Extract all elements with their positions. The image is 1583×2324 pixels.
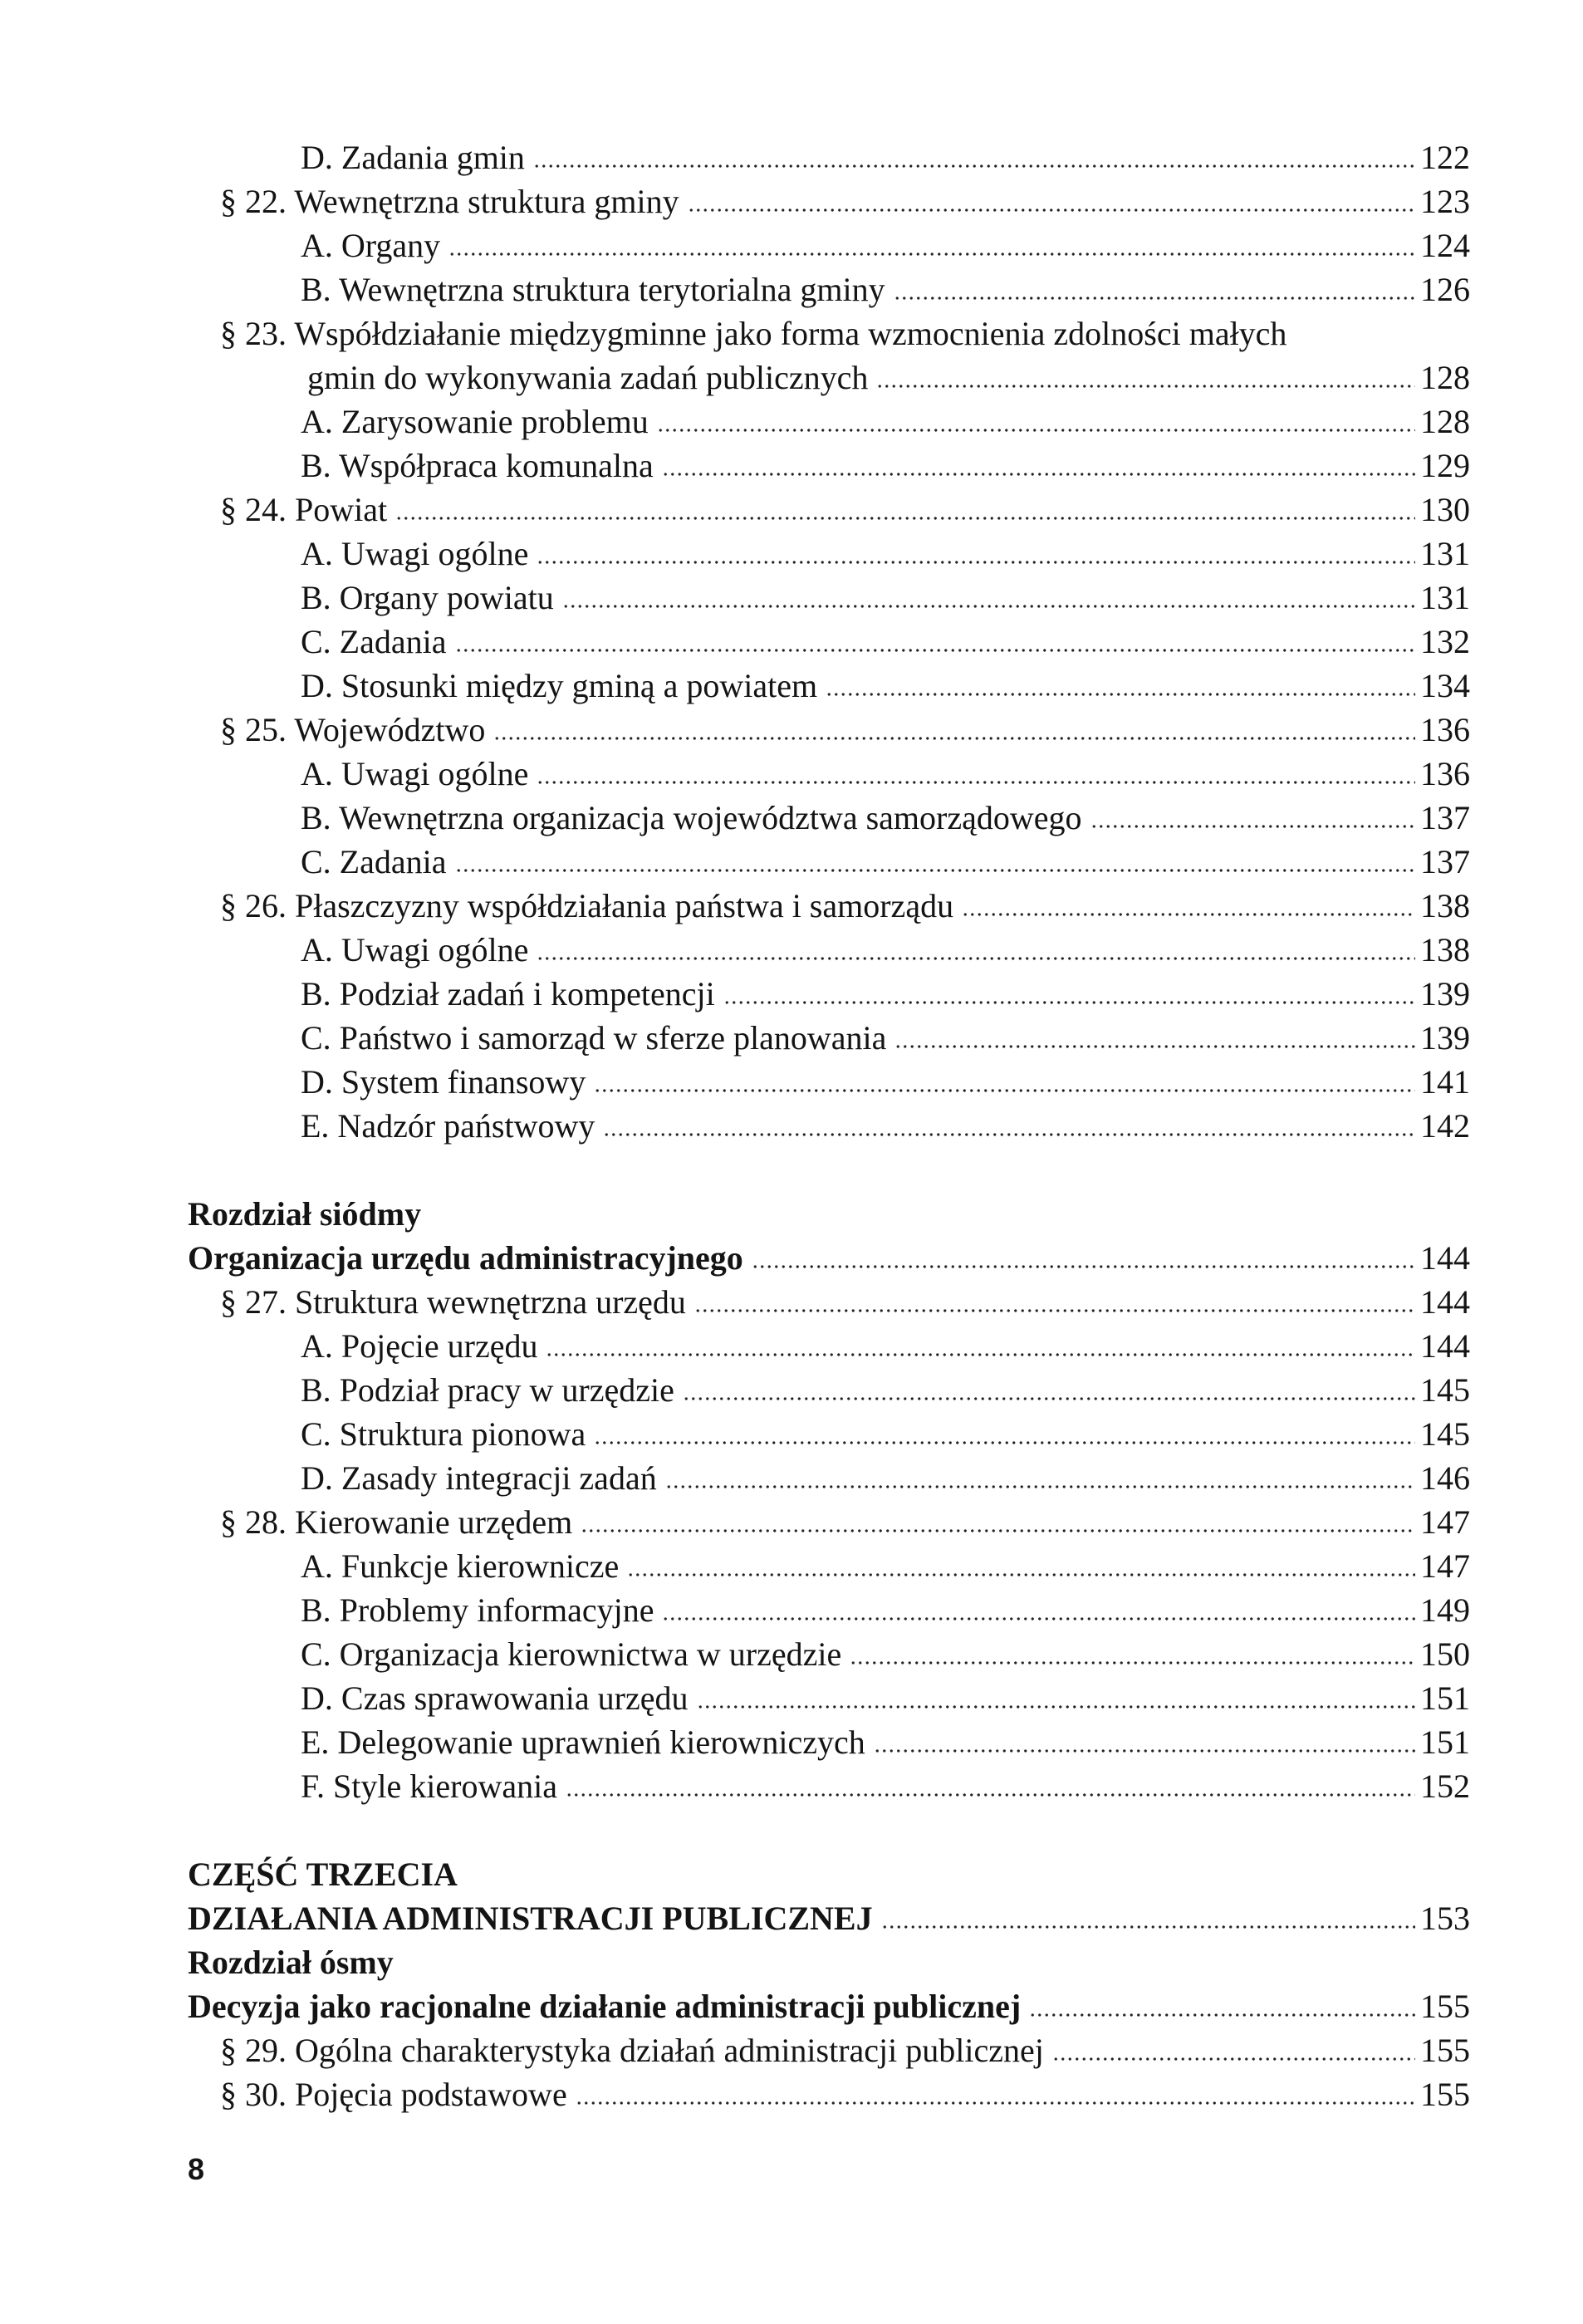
toc-entry-title: A. Uwagi ogólne: [301, 931, 529, 968]
dot-leader: [874, 1748, 1415, 1753]
toc-entry-page: 144: [1420, 1327, 1470, 1365]
toc-entry-title: DZIAŁANIA ADMINISTRACJI PUBLICZNEJ: [188, 1900, 873, 1937]
toc-entry: [0, 400, 1470, 444]
toc-entry: [0, 311, 1470, 355]
toc-entry: [0, 620, 1470, 664]
toc-entry: [0, 884, 1470, 928]
toc-entry-title: A. Uwagi ogólne: [301, 535, 529, 572]
toc-entry-page: 150: [1420, 1635, 1470, 1673]
dot-leader: [594, 1088, 1415, 1093]
toc-entry-title: Rozdział ósmy: [188, 1944, 394, 1981]
toc-entry-page: 128: [1420, 403, 1470, 440]
toc-entry-page: 138: [1420, 887, 1470, 924]
toc-entry-title: B. Problemy informacyjne: [301, 1591, 654, 1629]
toc-entry: [0, 1016, 1470, 1060]
toc-entry-page: 151: [1420, 1679, 1470, 1717]
toc-entry-title: § 29. Ogólna charakterystyka działań administracji publicznej: [220, 2032, 1044, 2069]
dot-leader: [493, 736, 1415, 741]
toc-entry-title: § 23. Współdziałanie międzygminne jako forma wzmocnienia zdolności małych: [220, 315, 1287, 352]
toc-entry-page: 131: [1420, 535, 1470, 572]
toc-heading: [0, 1236, 1470, 1280]
toc-entry: [0, 267, 1470, 311]
toc-entry-page: 147: [1420, 1503, 1470, 1541]
toc-entry: [0, 1324, 1470, 1368]
toc-heading: [0, 1852, 1470, 1896]
dot-leader: [537, 780, 1415, 785]
dot-leader: [594, 1440, 1415, 1445]
toc-entry-title: CZĘŚĆ TRZECIA: [188, 1856, 458, 1893]
toc-entry-title: gmin do wykonywania zadań publicznych: [307, 359, 869, 396]
toc-entry-title: § 22. Wewnętrzna struktura gminy: [220, 183, 679, 220]
toc-entry: [0, 444, 1470, 488]
toc-entry: [0, 2028, 1470, 2072]
toc-entry: [0, 223, 1470, 267]
dot-leader: [694, 1308, 1415, 1313]
dot-leader: [581, 1528, 1415, 1533]
dot-leader: [576, 2101, 1415, 2106]
dot-leader: [665, 1484, 1415, 1489]
toc-entry-title: § 30. Pojęcia podstawowe: [220, 2076, 567, 2113]
toc-entry-title: Rozdział siódmy: [188, 1195, 422, 1233]
toc-entry: [0, 1412, 1470, 1456]
toc-entry-title: § 28. Kierowanie urzędem: [220, 1503, 573, 1541]
toc-entry-page: 131: [1420, 579, 1470, 616]
toc-entry: [0, 488, 1470, 532]
toc-entry: [0, 135, 1470, 179]
toc-entry-title: E. Nadzór państwowy: [301, 1107, 595, 1145]
toc-entry-title: § 26. Płaszczyzny współdziałania państwa i samorządu: [220, 887, 954, 924]
toc-entry-page: 139: [1420, 1019, 1470, 1057]
toc-entry: [0, 532, 1470, 576]
dot-leader: [881, 1924, 1415, 1929]
toc-entry: [0, 1720, 1470, 1764]
dot-leader: [662, 1616, 1415, 1621]
dot-leader: [627, 1572, 1415, 1577]
dot-leader: [826, 692, 1415, 697]
toc-entry: [0, 179, 1470, 223]
toc-entry-page: 151: [1420, 1723, 1470, 1761]
toc-entry-title: § 27. Struktura wewnętrzna urzędu: [220, 1283, 686, 1321]
toc-entry-title: Decyzja jako racjonalne działanie administracji publicznej: [188, 1988, 1022, 2025]
toc-entry-page: 145: [1420, 1371, 1470, 1409]
dot-leader: [455, 868, 1416, 873]
toc-entry-title: D. Stosunki między gminą a powiatem: [301, 667, 818, 704]
table-of-contents: [0, 135, 1470, 2116]
toc-entry-title: A. Pojęcie urzędu: [301, 1327, 538, 1365]
dot-leader: [1090, 824, 1416, 829]
toc-entry-page: 139: [1420, 975, 1470, 1012]
dot-leader: [537, 956, 1415, 961]
toc-entry-title: D. Zadania gmin: [301, 139, 525, 176]
toc-entry: [0, 1632, 1470, 1676]
dot-leader: [683, 1396, 1415, 1401]
toc-entry: [0, 752, 1470, 796]
toc-entry-page: 137: [1420, 843, 1470, 880]
toc-entry-page: 141: [1420, 1063, 1470, 1101]
toc-entry-page: 123: [1420, 183, 1470, 220]
toc-entry-page: 122: [1420, 139, 1470, 176]
toc-entry: [0, 840, 1470, 884]
toc-entry-title: F. Style kierowania: [301, 1768, 557, 1805]
toc-entry: [0, 664, 1470, 708]
dot-leader: [395, 516, 1415, 521]
toc-entry-title: Organizacja urzędu administracyjnego: [188, 1239, 743, 1277]
toc-entry-title: A. Zarysowanie problemu: [301, 403, 649, 440]
toc-heading: [0, 1984, 1470, 2028]
dot-leader: [697, 1704, 1415, 1709]
toc-entry-page: 155: [1420, 1988, 1470, 2025]
toc-entry-title: E. Delegowanie uprawnień kierowniczych: [301, 1723, 865, 1761]
toc-entry-title: B. Organy powiatu: [301, 579, 554, 616]
dot-leader: [894, 296, 1415, 301]
toc-entry-title: § 25. Województwo: [220, 711, 486, 748]
toc-entry-page: 132: [1420, 623, 1470, 660]
toc-entry-title: A. Organy: [301, 227, 441, 264]
dot-leader: [448, 252, 1415, 257]
toc-entry-page: 128: [1420, 359, 1470, 396]
toc-entry-page: 126: [1420, 271, 1470, 308]
toc-entry-page: 129: [1420, 447, 1470, 484]
toc-entry: [0, 796, 1470, 840]
toc-entry-page: 124: [1420, 227, 1470, 264]
toc-entry-page: 146: [1420, 1459, 1470, 1497]
dot-leader: [566, 1792, 1415, 1797]
toc-entry-title: A. Funkcje kierownicze: [301, 1547, 620, 1585]
toc-entry-page: 137: [1420, 799, 1470, 836]
dot-leader: [562, 604, 1415, 609]
toc-entry: [0, 355, 1470, 400]
toc-entry-title: A. Uwagi ogólne: [301, 755, 529, 792]
dot-leader: [455, 648, 1416, 653]
toc-entry-page: 155: [1420, 2076, 1470, 2113]
toc-heading: [0, 1896, 1470, 1940]
toc-entry-title: B. Współpraca komunalna: [301, 447, 654, 484]
toc-entry: [0, 1456, 1470, 1500]
dot-leader: [850, 1660, 1415, 1665]
dot-leader: [537, 560, 1415, 565]
toc-entry: [0, 1500, 1470, 1544]
spacer: [0, 1808, 1470, 1852]
toc-entry: [0, 576, 1470, 620]
toc-entry-title: C. Struktura pionowa: [301, 1415, 586, 1453]
dot-leader: [688, 208, 1415, 213]
dot-leader: [723, 1000, 1415, 1005]
toc-entry: [0, 1104, 1470, 1148]
toc-heading: [0, 1192, 1470, 1236]
toc-entry-page: 153: [1420, 1900, 1470, 1937]
toc-entry-page: 138: [1420, 931, 1470, 968]
toc-entry-page: 136: [1420, 711, 1470, 748]
toc-entry-title: B. Podział zadań i kompetencji: [301, 975, 715, 1012]
dot-leader: [752, 1264, 1415, 1269]
toc-entry: [0, 1588, 1470, 1632]
toc-entry-title: C. Zadania: [301, 623, 447, 660]
dot-leader: [603, 1132, 1415, 1137]
dot-leader: [876, 384, 1415, 389]
toc-entry: [0, 1676, 1470, 1720]
toc-entry-page: 144: [1420, 1283, 1470, 1321]
toc-entry: [0, 972, 1470, 1016]
page-number: 8: [188, 2152, 205, 2186]
toc-entry-page: 152: [1420, 1768, 1470, 1805]
toc-entry-page: 130: [1420, 491, 1470, 528]
dot-leader: [657, 428, 1415, 433]
toc-entry-title: B. Wewnętrzna struktura terytorialna gminy: [301, 271, 885, 308]
toc-entry-page: 134: [1420, 667, 1470, 704]
toc-entry-page: 142: [1420, 1107, 1470, 1145]
dot-leader: [1052, 2057, 1415, 2062]
toc-entry-title: D. Czas sprawowania urzędu: [301, 1679, 689, 1717]
toc-entry: [0, 928, 1470, 972]
toc-entry-page: 145: [1420, 1415, 1470, 1453]
toc-entry-title: B. Podział pracy w urzędzie: [301, 1371, 674, 1409]
toc-entry-page: 147: [1420, 1547, 1470, 1585]
dot-leader: [662, 472, 1415, 477]
dot-leader: [894, 1044, 1415, 1049]
toc-entry-page: 136: [1420, 755, 1470, 792]
toc-entry-title: B. Wewnętrzna organizacja województwa samorządowego: [301, 799, 1082, 836]
toc-entry: [0, 1368, 1470, 1412]
toc-entry-title: C. Państwo i samorząd w sferze planowania: [301, 1019, 887, 1057]
toc-entry-page: 155: [1420, 2032, 1470, 2069]
dot-leader: [962, 912, 1415, 917]
toc-entry: [0, 1544, 1470, 1588]
toc-entry-page: 149: [1420, 1591, 1470, 1629]
toc-entry: [0, 708, 1470, 752]
toc-entry-title: D. Zasady integracji zadań: [301, 1459, 657, 1497]
dot-leader: [546, 1352, 1415, 1357]
toc-entry: [0, 2072, 1470, 2116]
toc-entry-title: § 24. Powiat: [220, 491, 388, 528]
toc-entry: [0, 1060, 1470, 1104]
toc-entry-page: 144: [1420, 1239, 1470, 1277]
dot-leader: [1029, 2013, 1415, 2018]
dot-leader: [533, 164, 1415, 169]
toc-entry: [0, 1764, 1470, 1808]
toc-entry: [0, 1280, 1470, 1324]
spacer: [0, 1148, 1470, 1192]
toc-entry-title: C. Organizacja kierownictwa w urzędzie: [301, 1635, 842, 1673]
toc-heading: [0, 1940, 1470, 1984]
toc-entry-title: C. Zadania: [301, 843, 447, 880]
toc-entry-title: D. System finansowy: [301, 1063, 586, 1101]
